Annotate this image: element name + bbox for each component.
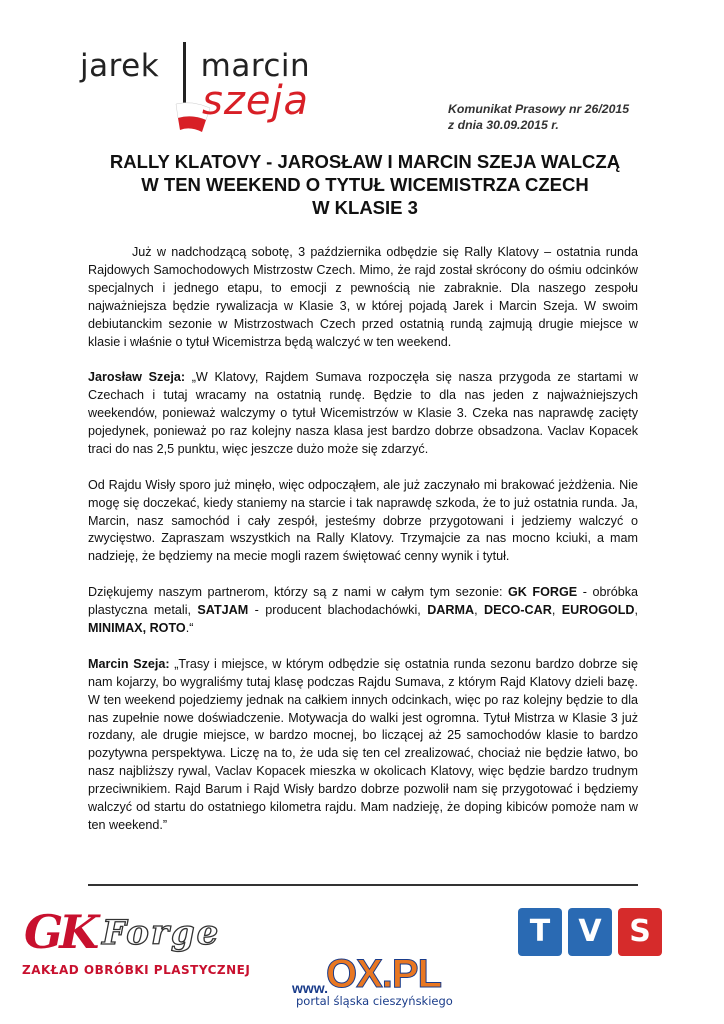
article-body: [88, 244, 638, 853]
partners-text: - producent blachodachówki,: [248, 603, 428, 618]
partner-name: GK FORGE: [508, 585, 578, 600]
paragraph-quote-jaroslaw: [88, 369, 638, 459]
quote-text: „W Klatovy, Rajdem Sumava rozpoczęła się nasza przygoda ze startami w Czechach i tutaj wracamy na ostatnią rundę. Będzie to dla nas jeden z najważniejszych weekendów, ponieważ walczymy o tytuł Wicemistrzów w Klasie 3. Czeka nas naprawdę zacięty pojedynek, ponieważ po raz kolejny nasza klasa jest bardzo dobrze obsadzona. Vaclav Kopacek traci do nas 2,5 punktu, więc jeszcze dużo może się zdarzyć.: [88, 370, 638, 456]
sponsor-logo-oxpl: [292, 952, 492, 1014]
team-logo: [80, 42, 370, 142]
partner-name: EUROGOLD: [561, 603, 635, 618]
speaker-label: Jarosław Szeja:: [88, 370, 186, 385]
ox-www: www.: [292, 980, 329, 996]
page-title: [80, 150, 650, 219]
press-release-date: z dnia 30.09.2015 r.: [448, 118, 559, 132]
ox-tagline: portal śląska cieszyńskiego: [296, 994, 453, 1008]
tvs-tile-t: T: [518, 908, 562, 956]
sponsor-logo-tvs: [518, 908, 666, 958]
partners-text: - obróbka plastyczna metali,: [88, 585, 639, 618]
speaker-label: Marcin Szeja:: [88, 656, 170, 671]
logo-name-line: jarek marcin: [80, 48, 311, 84]
sponsor-logo-gk-forge: [22, 905, 252, 985]
gk-logo-wordmark: Forge: [102, 913, 221, 953]
quote-text: „Trasy i miejsce, w którym odbędzie się ostatnia runda sezonu bardzo dobrze się nam kojarzy, bo wygraliśmy tutaj klasę podczas Rajdu Sumava, z którym Rajd Klatovy dzieli bazę. W ten weekend pojedziemy jednak na całkiem innych odcinkach, więc po raz kolejny będzie to dla nas zupełnie nowe doświadczenie. Motywacja do walki jest ogromna. Tytuł Mistrza w Klasie 3 już rozdany, ale drugie miejsce, w bardzo mocnej, bo liczącej aż 25 samochodów klasie to bardzo pozytywna perspektywa. Liczę na to, że uda się ten cel zrealizować, chociaż nie będzie łatwo, bo nasz najbliższy rywal, Vaclav Kopacek mieszka w okolicach Klatovy, więc będzie bardzo trudnym przeciwnikiem. Rajd Barum i Rajd Wisły bardzo dobrze pozwolił nam się przygotować i będziemy walczyć od startu do ostatniego kilometra rajdu. Mam nadzieję, że doping kibiców pomoże nam w ten weekend.”: [88, 656, 638, 832]
partners-text: ,: [474, 603, 484, 618]
paragraph-intro: Już w nadchodzącą sobotę, 3 października odbędzie się Rally Klatovy – ostatnia runda Rajdowych Samochodowych Mistrzostw Czech. Mimo, że rajd został skrócony do ośmiu odcinków specjalnych i jednego etapu, to emocji z pewnością nie zabraknie. Dla naszego zespołu najważniejsza będzie rywalizacja w Klasie 3, w której pojadą Jarek i Marcin Szeja. W swoim debiutanckim sezonie w Mistrzostwach Czech przed ostatnią rundą zajmują drugie miejsce w klasie i właśnie o tytuł Wicemistrza będą walczyć w ten weekend.: [88, 245, 638, 349]
partners-text: ,: [634, 603, 639, 618]
title-line-2: W TEN WEEKEND O TYTUŁ WICEMISTRZA CZECH: [141, 174, 589, 195]
partners-text: ,: [551, 603, 562, 618]
partners-text: .“: [185, 620, 194, 635]
logo-surname: szeja: [202, 78, 310, 124]
gk-logo-tagline: ZAKŁAD OBRÓBKI PLASTYCZNEJ: [22, 963, 251, 977]
partner-name: MINIMAX, ROTO: [88, 620, 186, 635]
title-line-1: RALLY KLATOVY - JAROSŁAW I MARCIN SZEJA WALCZĄ: [109, 151, 621, 172]
paragraph-quote-continued: Od Rajdu Wisły sporo już minęło, więc odpocząłem, ale już zaczynało mi brakować jeżdżenia. Nie mogę się doczekać, kiedy staniemy na starcie i tak naprawdę szkoda, że to już ostatnia runda. Ja, Marcin, nasz samochód i cały zespół, jesteśmy dobrze przygotowani i jedziemy walczyć o zwycięstwo. Zapraszam wszystkich na Rally Klatovy. Trzymajcie za nas mocno kciuki, a mam nadzieję, że będziemy na mecie mogli razem świętować cenny wynik i tytuł.: [88, 477, 638, 564]
ox-brand: OX.PL: [326, 952, 442, 996]
partners-text: Dziękujemy naszym partnerom, którzy są z nami w całym tym sezonie:: [88, 585, 508, 600]
tvs-tile-s: S: [618, 908, 662, 956]
partner-name: SATJAM: [197, 603, 249, 618]
paragraph-quote-marcin: [88, 656, 638, 835]
title-line-3: W KLASIE 3: [312, 197, 418, 218]
footer-divider: [88, 884, 638, 886]
gk-logo-mark: GK: [24, 905, 96, 959]
partner-name: DARMA: [427, 603, 475, 618]
press-release-number: Komunikat Prasowy nr 26/2015: [448, 102, 630, 116]
logo-divider: [183, 42, 186, 106]
paragraph-partners: [88, 584, 638, 638]
tvs-tile-v: V: [568, 908, 612, 956]
partner-name: DECO-CAR: [483, 603, 552, 618]
press-release-info: [448, 101, 629, 133]
